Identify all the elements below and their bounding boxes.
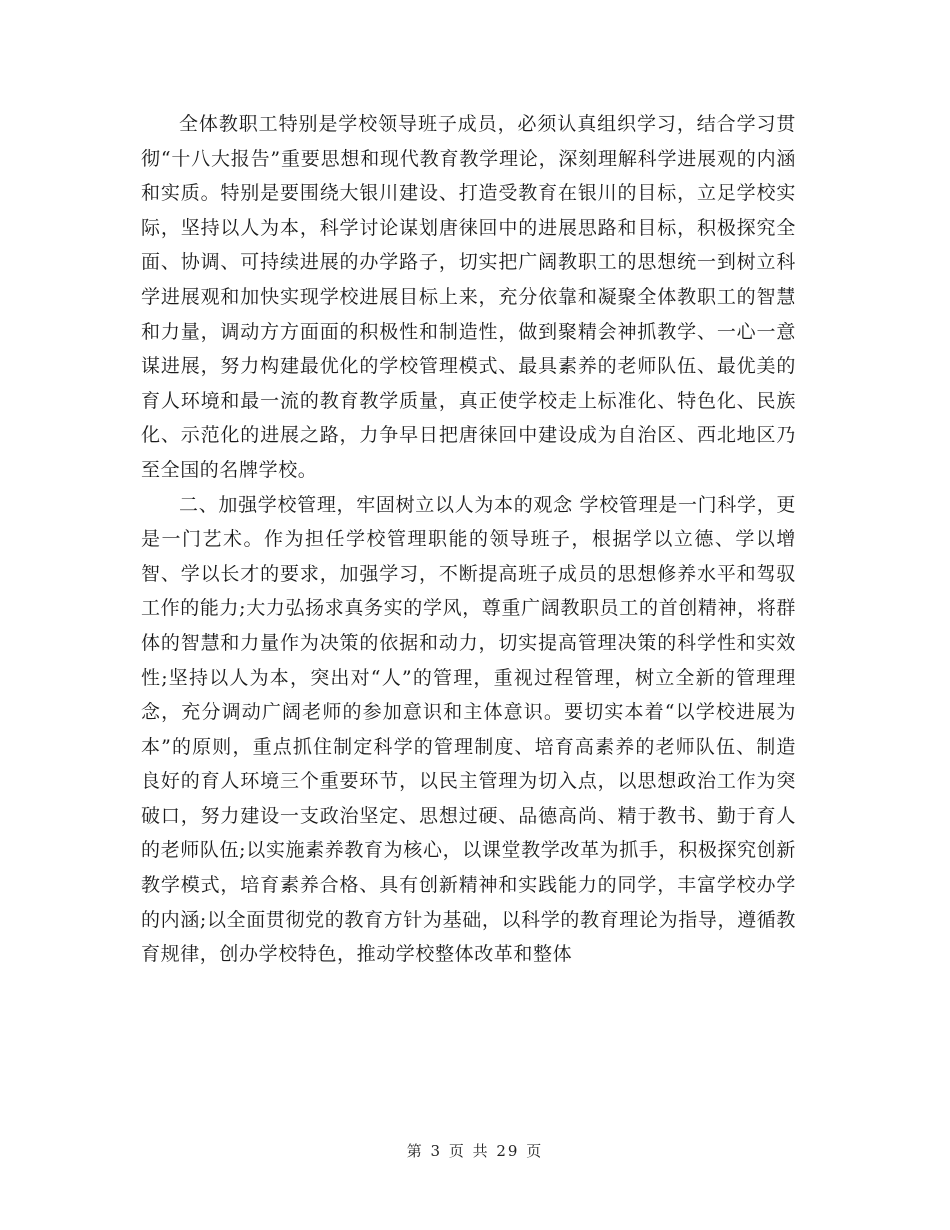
document-body (141, 107, 796, 972)
paragraph-2: 二、加强学校管理，牢固树立以人为本的观念 学校管理是一门科学，更是一门艺术。作为担任学校管理职能的领导班子，根据学以立德、学以增智、学以长才的要求，加强学习，不断提高班子成员的思想修养水平和驾驭工作的能力;大力弘扬求真务实的学风，尊重广阔教职员工的首创精神，将群体的智慧和力量作为决策的依据和动力，切实提高管理决策的科学性和实效性;坚持以人为本，突出对“人”的管理，重视过程管理，树立全新的管理理念，充分调动广阔老师的参加意识和主体意识。要切实本着“以学校进展为本”的原则，重点抓住制定科学的管理制度、培育高素养的老师队伍、制造良好的育人环境三个重要环节，以民主管理为切入点，以思想政治工作为突破口，努力建设一支政治坚定、思想过硬、品德高尚、精于教书、勤于育人的老师队伍;以实施素养教育为核心，以课堂教学改革为抓手，积极探究创新教学模式，培育素养合格、具有创新精神和实践能力的同学，丰富学校办学的内涵;以全面贯彻党的教育方针为基础，以科学的教育理论为指导，遵循教育规律，创办学校特色，推动学校整体改革和整体 (141, 493, 796, 966)
page-number-footer: 第 3 页 共 29 页 (406, 1142, 544, 1160)
paragraph-1: 全体教职工特别是学校领导班子成员，必须认真组织学习，结合学习贯彻“十八大报告”重要思想和现代教育教学理论，深刻理解科学进展观的内涵和实质。特别是要围绕大银川建设、打造受教育在银川的目标，立足学校实际，坚持以人为本，科学讨论谋划唐徕回中的进展思路和目标，积极探究全面、协调、可持续进展的办学路子，切实把广阔教职工的思想统一到树立科学进展观和加快实现学校进展目标上来，充分依靠和凝聚全体教职工的智慧和力量，调动方方面面的积极性和制造性，做到聚精会神抓教学、一心一意谋进展，努力构建最优化的学校管理模式、最具素养的老师队伍、最优美的育人环境和最一流的教育教学质量，真正使学校走上标准化、特色化、民族化、示范化的进展之路，力争早日把唐徕回中建设成为自治区、西北地区乃至全国的名牌学校。 (141, 113, 796, 481)
